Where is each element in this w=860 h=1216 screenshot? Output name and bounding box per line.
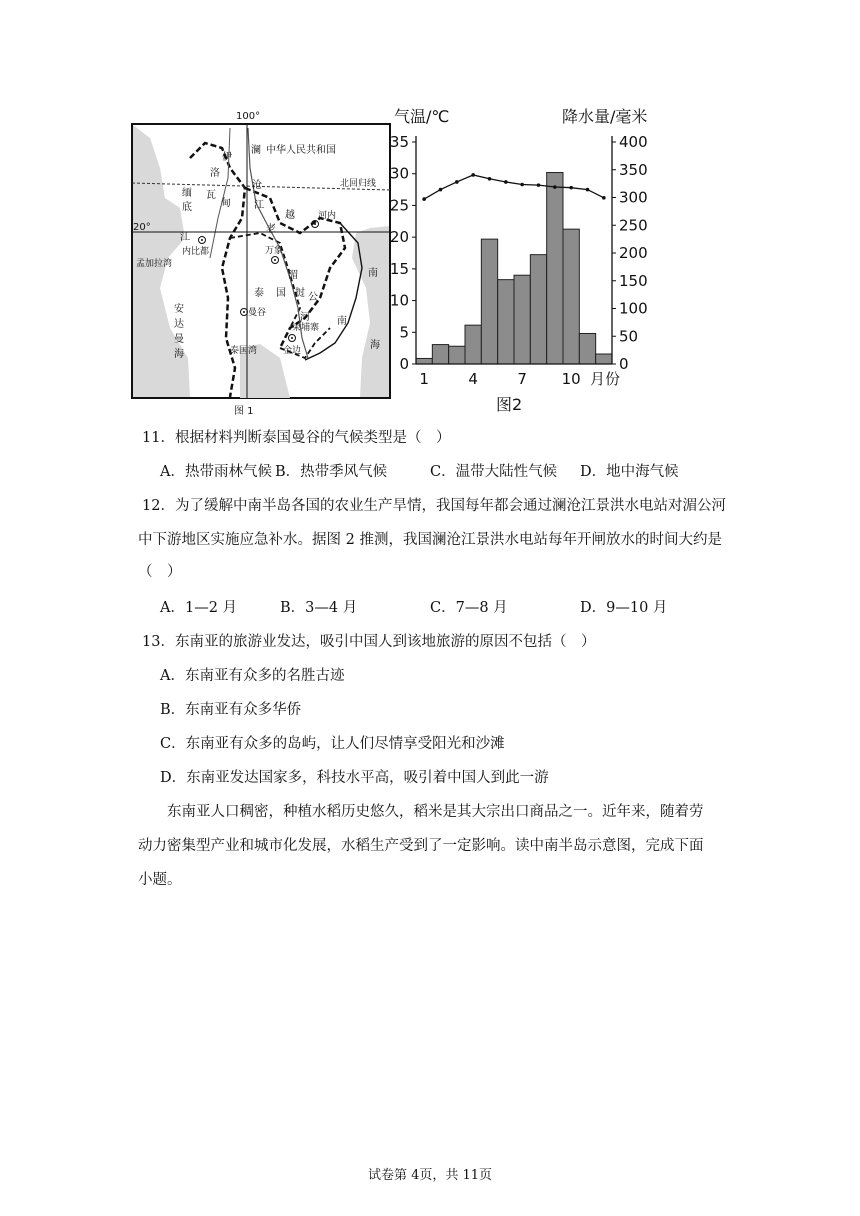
map-text-mian: 缅 <box>182 188 192 199</box>
map-text-hanoi: 河内 <box>318 211 337 221</box>
precip-tick-label: 300 <box>619 188 648 207</box>
map-text-luo: 洛 <box>210 168 220 179</box>
question-13-option-a[interactable]: A．东南亚有众多的名胜古迹 <box>160 668 345 684</box>
precip-bar <box>563 229 579 364</box>
question-13-option-c[interactable]: C．东南亚有众多的岛屿，让人们尽情享受阳光和沙滩 <box>160 736 505 752</box>
precip-bar <box>579 333 595 364</box>
map-text-tai: 泰 <box>254 288 264 299</box>
map-text-ting: 挝 <box>295 288 305 299</box>
precip-tick-label: 150 <box>619 271 648 290</box>
climate-chart <box>390 102 660 422</box>
temperature-point <box>488 177 492 181</box>
question-12-option-b[interactable]: B．3—4 月 <box>280 600 358 616</box>
map-text-vientiane: 万象 <box>265 246 284 256</box>
map-text-di: 底 <box>182 202 192 213</box>
map-text-cang: 沧 <box>252 180 262 191</box>
indochina-map <box>130 108 392 418</box>
china-label: 中华人民共和国 <box>266 145 336 156</box>
map-text-naypyidaw: 内比都 <box>182 247 210 257</box>
temperature-point <box>422 197 426 201</box>
page-footer: 试卷第 4页，共 11页 <box>367 1168 493 1183</box>
precip-tick-label: 400 <box>619 133 648 151</box>
latitude-label: 20° <box>133 222 151 233</box>
precip-bar <box>481 239 497 364</box>
precip-tick-label: 0 <box>619 355 629 373</box>
map-text-phnom-penh: 金边 <box>283 346 302 356</box>
question-12-stem-line1: 12．为了缓解中南半岛各国的农业生产旱情，我国每年都会通过澜沧江景洪水电站对湄公河 <box>142 498 726 514</box>
precip-tick-label: 50 <box>619 327 639 346</box>
reading-passage: 东南亚人口稠密，种植水稻历史悠久，稻米是其大宗出口商品之一。近年来，随着劳动力密集型产业和城市化发展，水稻生产受到了一定影响。读中南半岛示意图，完成下面小题。 <box>138 804 704 888</box>
temperature-point <box>569 186 573 190</box>
temp-tick-label: 35 <box>390 133 409 151</box>
temp-tick-label: 10 <box>390 291 409 310</box>
map-text-wa: 瓦 <box>206 190 216 201</box>
question-12-option-a[interactable]: A．1—2 月 <box>160 600 238 616</box>
map-text-yi: 伊 <box>222 152 232 163</box>
map-text-yue: 越 <box>285 210 295 221</box>
map-text-gong: 公 <box>308 292 318 303</box>
temp-axis-title: 气温/℃ <box>394 107 450 126</box>
precip-bar <box>596 354 612 364</box>
question-13-stem: 13．东南亚的旅游业发达，吸引中国人到该地旅游的原因不包括（ ） <box>142 634 596 650</box>
precip-bar <box>465 325 481 364</box>
temp-tick-label: 25 <box>390 196 409 215</box>
map-text-dian: 甸 <box>221 198 231 209</box>
map-text-andaman-4: 海 <box>174 349 184 360</box>
map-text-lao: 老 <box>266 224 276 235</box>
precip-bar <box>416 358 432 364</box>
precip-bar <box>449 346 465 364</box>
question-11-option-c[interactable]: C．温带大陆性气候 <box>430 464 558 480</box>
month-tick-label: 10 <box>561 370 581 388</box>
month-tick-label: 7 <box>517 370 527 388</box>
temp-tick-label: 15 <box>390 259 409 278</box>
question-13-option-d[interactable]: D．东南亚发达国家多，科技水平高，吸引着中国人到此一游 <box>160 770 549 786</box>
map-text-hai: 海 <box>370 340 380 351</box>
map-text-lan: 澜 <box>251 145 261 156</box>
figure2-caption: 图2 <box>496 395 523 414</box>
precip-bar <box>432 345 448 364</box>
temp-tick-label: 5 <box>399 323 409 342</box>
question-11-option-a[interactable]: A．热带雨林气候 <box>160 464 272 480</box>
question-11-option-b[interactable]: B．热带季风气候 <box>275 464 388 480</box>
map-text-nan-2: 南 <box>337 316 347 327</box>
precip-tick-label: 200 <box>619 244 648 262</box>
precip-axis-title: 降水量/毫米 <box>562 107 648 126</box>
map-text-andaman-2: 达 <box>174 319 184 330</box>
question-12-option-d[interactable]: D．9—10 月 <box>580 600 668 616</box>
month-tick-label: 4 <box>468 370 478 388</box>
precip-bar <box>498 280 514 364</box>
temperature-point <box>602 196 606 200</box>
temperature-point <box>439 188 443 192</box>
longitude-label: 100° <box>236 111 261 122</box>
map-text-andaman-1: 安 <box>174 304 184 315</box>
map-text-bengal: 孟加拉湾 <box>136 259 173 269</box>
map-text-jiang-e: 江 <box>254 200 264 211</box>
precip-tick-label: 250 <box>619 216 648 235</box>
temperature-point <box>586 188 590 192</box>
question-12-stem-line3: （ ） <box>138 564 182 580</box>
temperature-point <box>520 183 524 187</box>
x-axis-title: 月份 <box>590 370 621 388</box>
map-text-andaman-3: 曼 <box>174 334 184 345</box>
figure1-caption: 图 1 <box>234 406 254 417</box>
map-text-nan: 南 <box>368 268 378 279</box>
precip-bar <box>547 173 563 364</box>
map-text-mei: 湄 <box>288 270 298 281</box>
question-12-stem-line2: 中下游地区实施应急补水。据图 2 推测，我国澜沧江景洪水电站每年开闸放水的时间大约是 <box>138 532 722 548</box>
precip-tick-label: 350 <box>619 160 648 179</box>
question-13-option-b[interactable]: B．东南亚有众多华侨 <box>160 702 302 718</box>
question-11-option-d[interactable]: D．地中海气候 <box>580 464 679 480</box>
question-12-option-c[interactable]: C．7—8 月 <box>430 600 508 616</box>
temperature-point <box>504 180 508 184</box>
temperature-point <box>471 173 475 177</box>
precip-bar <box>514 275 530 364</box>
temperature-point <box>455 180 459 184</box>
map-text-cambodia: 柬埔寨 <box>292 323 320 333</box>
temp-tick-label: 30 <box>390 164 409 183</box>
tropic-label: 北回归线 <box>340 179 377 189</box>
map-text-gulf: 泰国湾 <box>230 346 258 356</box>
precip-bar <box>530 255 546 364</box>
month-tick-label: 1 <box>419 370 429 388</box>
temp-tick-label: 0 <box>399 355 409 373</box>
question-11-stem: 11．根据材料判断泰国曼谷的气候类型是（ ） <box>142 430 451 446</box>
map-text-jiang-w: 江 <box>180 232 190 243</box>
temperature-point <box>553 185 557 189</box>
precip-tick-label: 100 <box>619 299 648 318</box>
map-text-he: 河 <box>300 312 310 323</box>
map-text-guo: 国 <box>276 288 286 299</box>
temp-tick-label: 20 <box>390 228 409 247</box>
temperature-line <box>424 175 604 199</box>
map-text-bangkok: 曼谷 <box>248 308 267 318</box>
temperature-point <box>537 183 541 187</box>
